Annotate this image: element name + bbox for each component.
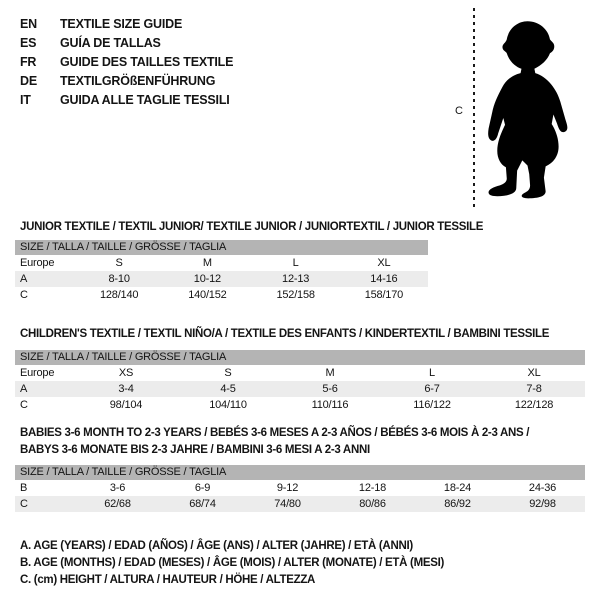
table-row [15, 381, 585, 397]
language-code: IT [20, 92, 31, 107]
size-cell: 4-5 [177, 381, 279, 397]
size-cell: 6-7 [381, 381, 483, 397]
size-cell: 98/104 [109, 399, 143, 411]
language-title: GUIDE DES TAILLES TEXTILE [60, 54, 234, 69]
row-label: B [20, 482, 28, 494]
language-title-list [20, 14, 233, 109]
size-cell: M [202, 257, 212, 269]
size-cell: 14-16 [340, 271, 428, 287]
language-code: EN [20, 16, 37, 31]
row-label: C [20, 289, 28, 301]
size-cell: L [429, 367, 435, 379]
language-row-en [20, 14, 233, 33]
toddler-silhouette-icon [480, 6, 575, 211]
legend-line-age-years: A. AGE (YEARS) / EDAD (AÑOS) / ÂGE (ANS) / ALTER (JAHRE) / ETÀ (ANNI) [20, 540, 413, 552]
language-row-fr [20, 52, 233, 71]
language-row-it [20, 90, 233, 109]
size-cell: 68/74 [160, 496, 245, 512]
legend-line-age-months: B. AGE (MONTHS) / EDAD (MESES) / ÂGE (MOIS) / ALTER (MONATE) / ETÀ (MESI) [20, 557, 445, 569]
table-row [15, 287, 428, 303]
size-cell: 62/68 [75, 496, 160, 512]
children-size-table [15, 350, 585, 413]
row-label: Europe [20, 367, 55, 379]
measure-legend [20, 538, 444, 589]
size-cell: 92/98 [500, 496, 585, 512]
table-row [15, 496, 585, 512]
size-cell: 80/86 [330, 496, 415, 512]
size-cell: 104/110 [209, 399, 247, 411]
section-title-children: CHILDREN'S TEXTILE / TEXTIL NIÑO/A / TEXTILE DES ENFANTS / KINDERTEXTIL / BAMBINI TESSILE [20, 328, 550, 340]
size-header-row [15, 465, 585, 480]
size-header-row [15, 240, 428, 255]
section-title-babies [20, 425, 529, 459]
language-row-de [20, 71, 233, 90]
height-c-label: C [455, 105, 463, 117]
language-code: FR [20, 54, 37, 69]
table-row [15, 255, 428, 271]
size-cell: XS [118, 367, 134, 379]
size-cell: 152/158 [276, 289, 315, 301]
size-cell: 3-6 [109, 482, 126, 494]
table-row [15, 365, 585, 381]
size-cell: XL [377, 257, 391, 269]
size-cell: L [292, 257, 299, 269]
language-title: TEXTILGRÖßENFÜHRUNG [60, 73, 216, 88]
size-cell: 86/92 [415, 496, 500, 512]
table-row [15, 271, 428, 287]
language-title: TEXTILE SIZE GUIDE [60, 16, 183, 31]
size-cell: 116/122 [413, 399, 451, 411]
babies-size-table [15, 465, 585, 512]
size-cell: 74/80 [245, 496, 330, 512]
size-cell: 8-10 [75, 271, 163, 287]
language-code: ES [20, 35, 37, 50]
size-cell: 18-24 [443, 482, 472, 494]
table-row [15, 397, 585, 413]
size-cell: 110/116 [311, 399, 349, 411]
size-header-label: SIZE / TALLA / TAILLE / GRÖSSE / TAGLIA [15, 465, 585, 480]
section-title-babies-line2: BABYS 3-6 MONATE BIS 2-3 JAHRE / BAMBINI 3-6 MESI A 2-3 ANNI [20, 444, 370, 456]
size-header-label: SIZE / TALLA / TAILLE / GRÖSSE / TAGLIA [15, 350, 585, 365]
size-cell: XL [527, 367, 541, 379]
size-cell: 24-36 [528, 482, 557, 494]
size-cell: 7-8 [483, 381, 585, 397]
size-header-row [15, 350, 585, 365]
table-row [15, 480, 585, 496]
size-cell: 5-6 [279, 381, 381, 397]
row-label: C [15, 496, 75, 512]
size-cell: 122/128 [514, 399, 554, 411]
language-code: DE [20, 73, 37, 88]
size-cell: 9-12 [276, 482, 299, 494]
size-cell: 128/140 [99, 289, 139, 301]
legend-line-height-cm: C. (cm) HEIGHT / ALTURA / HAUTEUR / HÖHE / ALTEZZA [20, 574, 316, 586]
row-label: Europe [20, 257, 55, 269]
junior-size-table [15, 240, 428, 303]
size-cell: 140/152 [188, 289, 227, 301]
size-cell: 12-13 [252, 271, 340, 287]
size-header-label: SIZE / TALLA / TAILLE / GRÖSSE / TAGLIA [15, 240, 428, 255]
size-cell: S [115, 257, 123, 269]
row-label: A [15, 271, 75, 287]
section-title-junior: JUNIOR TEXTILE / TEXTIL JUNIOR/ TEXTILE JUNIOR / JUNIORTEXTIL / JUNIOR TESSILE [20, 221, 484, 233]
size-cell: 6-9 [194, 482, 211, 494]
size-cell: 3-4 [75, 381, 177, 397]
size-cell: 10-12 [163, 271, 251, 287]
section-title-babies-line1: BABIES 3-6 MONTH TO 2-3 YEARS / BEBÉS 3-6 MESES A 2-3 AÑOS / BÉBÉS 3-6 MOIS À 2-3 ANS / [20, 427, 530, 439]
language-row-es [20, 33, 233, 52]
size-cell: 158/170 [364, 289, 404, 301]
row-label: A [15, 381, 75, 397]
language-title: GUIDA ALLE TAGLIE TESSILI [60, 92, 230, 107]
row-label: C [20, 399, 28, 411]
language-title: GUÍA DE TALLAS [60, 35, 161, 50]
height-dotted-line [473, 8, 475, 208]
size-cell: 12-18 [358, 482, 387, 494]
size-cell: M [325, 367, 335, 379]
size-cell: S [224, 367, 232, 379]
